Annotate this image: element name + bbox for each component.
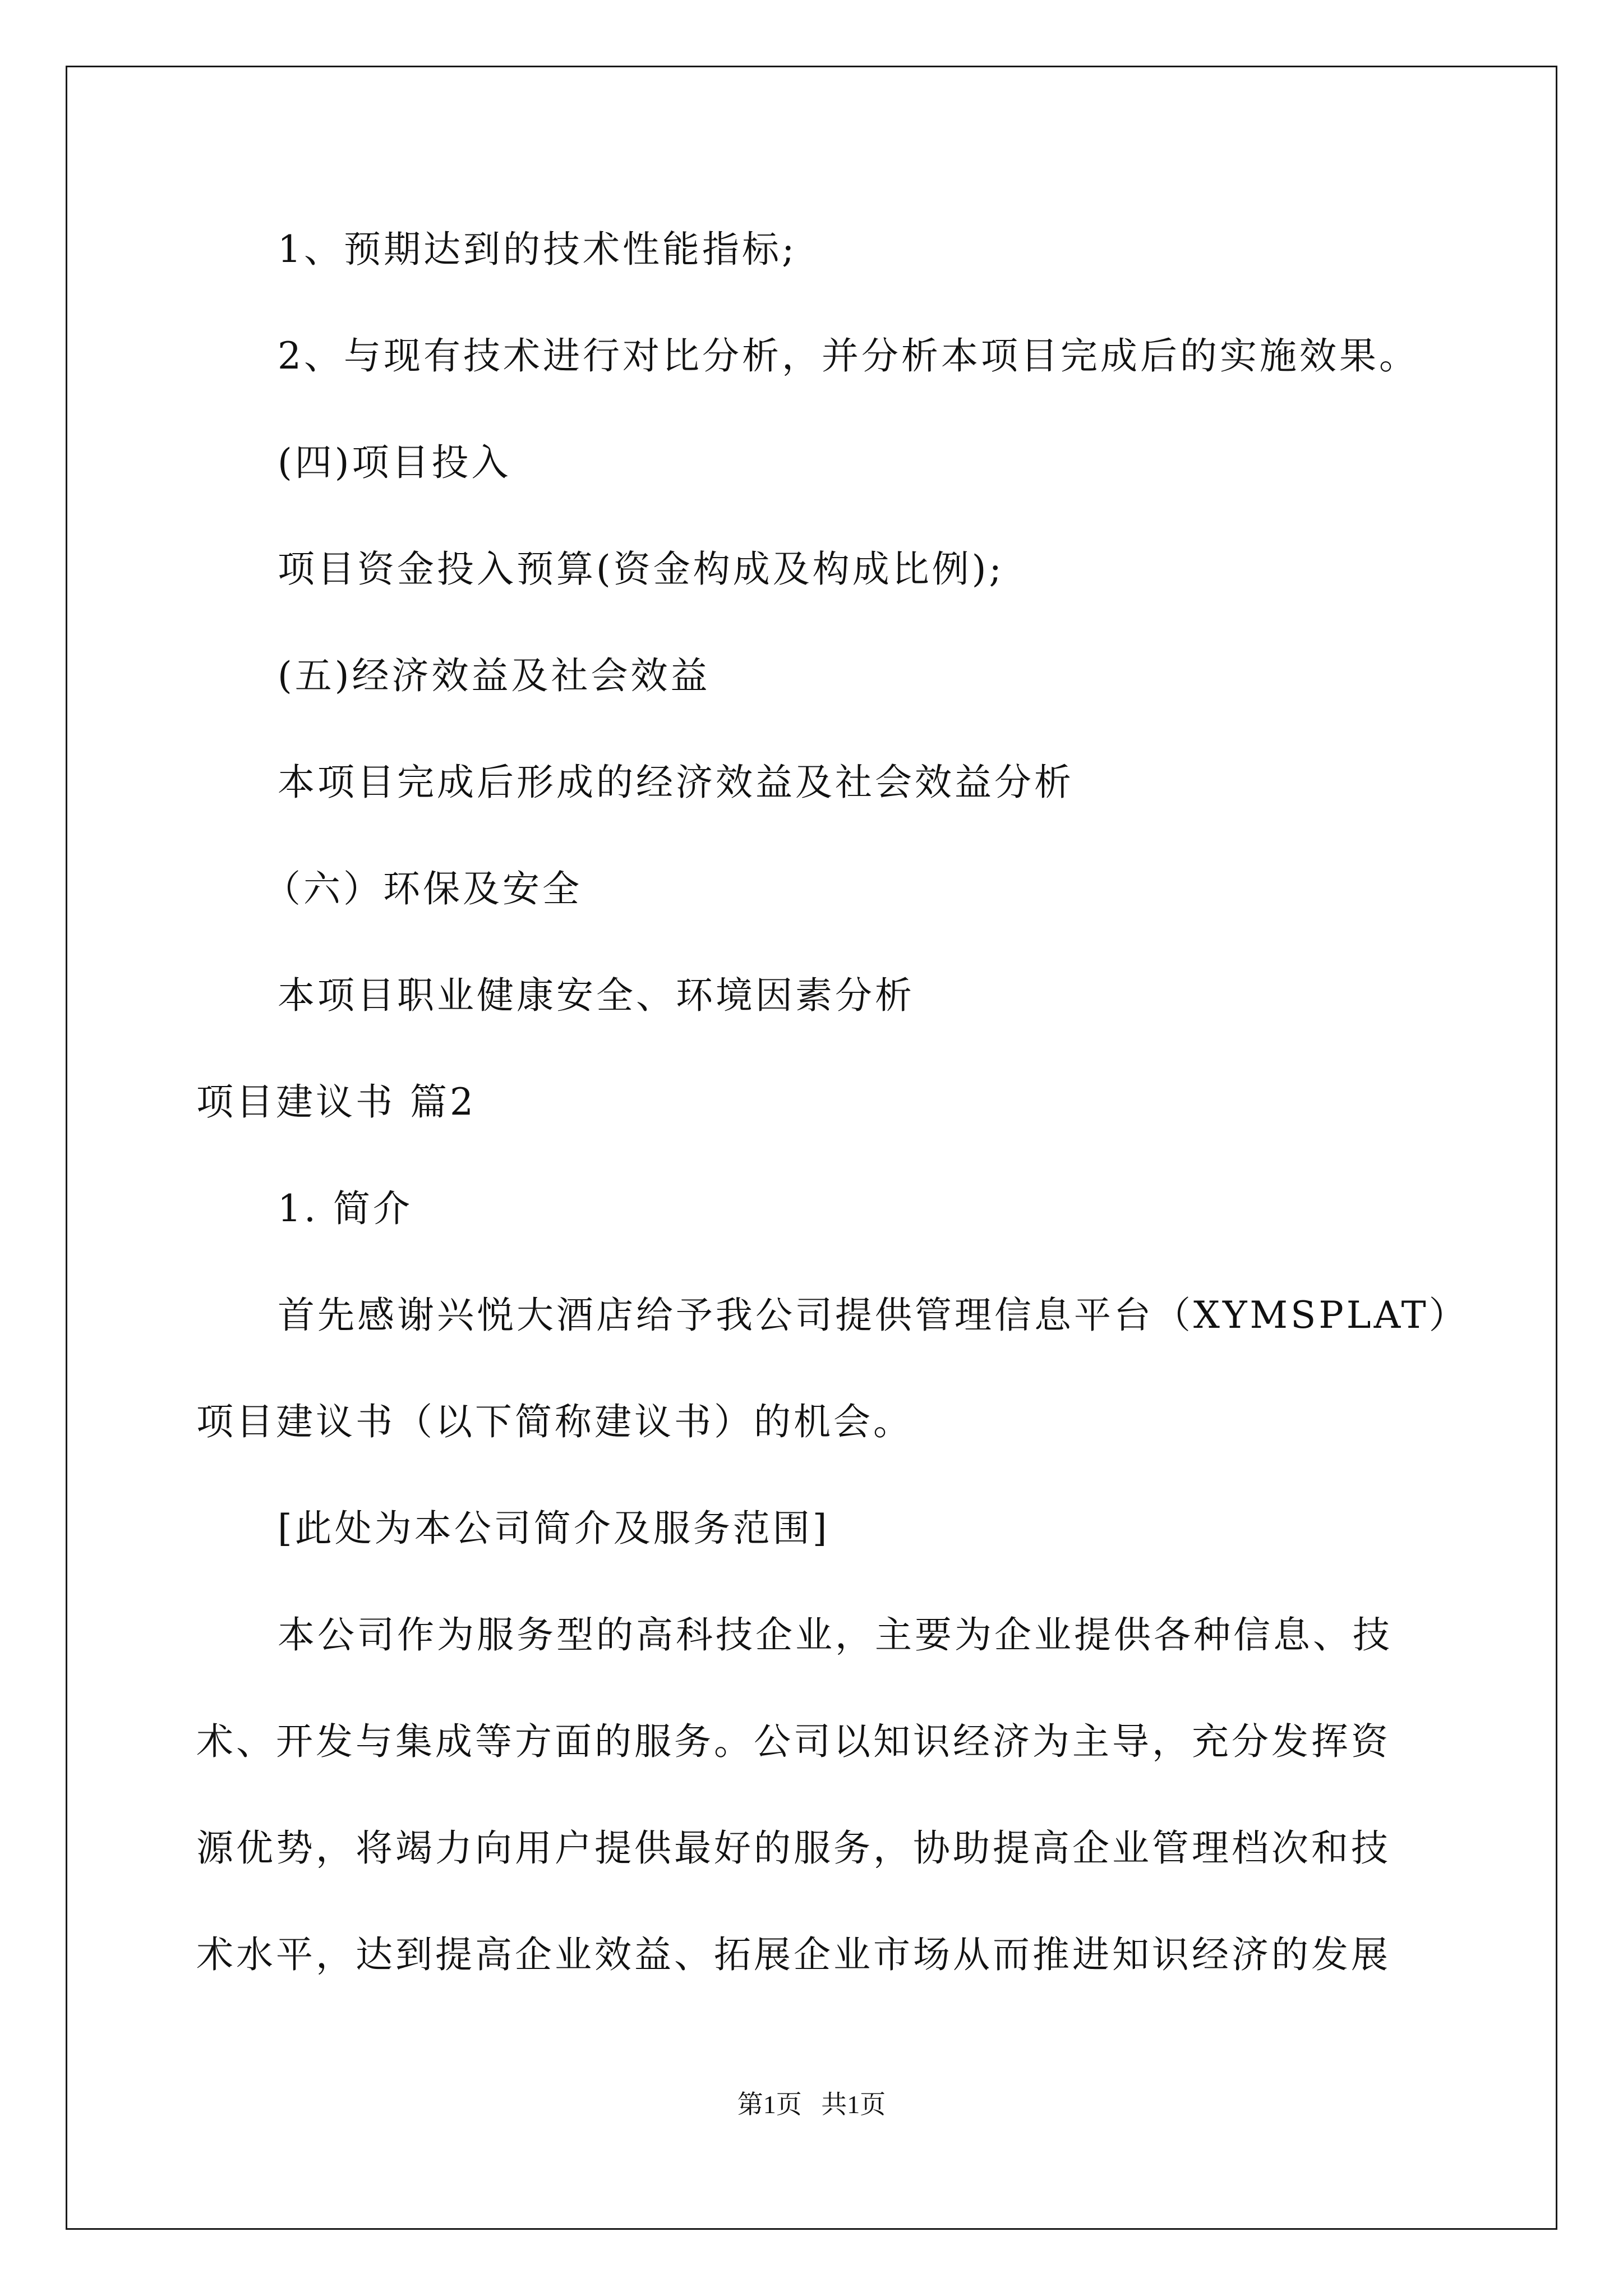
paragraph-line: 项目建议书（以下简称建议书）的机会。 [196, 1400, 913, 1443]
paragraph-line: [此处为本公司简介及服务范围] [278, 1507, 830, 1550]
paragraph-line: 源优势，将竭力向用户提供最好的服务，协助提高企业管理档次和技 [196, 1826, 1391, 1870]
paragraph-line: 术、开发与集成等方面的服务。公司以知识经济为主导，充分发挥资 [196, 1720, 1391, 1763]
paragraph-line: 首先感谢兴悦大酒店给予我公司提供管理信息平台（XYMSPLAT） [278, 1294, 1469, 1337]
section-heading: (五)经济效益及社会效益 [278, 654, 711, 697]
paragraph-line: 本项目职业健康安全、环境因素分析 [278, 974, 915, 1017]
page-footer: 第1页 共1页 [737, 2090, 886, 2119]
section-heading: (四)项目投入 [278, 441, 511, 484]
paragraph-line: 1、预期达到的技术性能指标; [278, 228, 797, 271]
paragraph-line: 本项目完成后形成的经济效益及社会效益分析 [278, 761, 1074, 804]
paragraph-line: 术水平，达到提高企业效益、拓展企业市场从而推进知识经济的发展 [196, 1933, 1391, 1976]
paragraph-line: 2、与现有技术进行对比分析，并分析本项目完成后的实施效果。 [278, 334, 1419, 378]
document-title: 项目建议书 篇2 [196, 1080, 476, 1124]
paragraph-line: 项目资金投入预算(资金构成及构成比例); [278, 547, 1004, 591]
section-heading: （六）环保及安全 [264, 867, 582, 910]
paragraph-line: 本公司作为服务型的高科技企业，主要为企业提供各种信息、技 [278, 1613, 1393, 1657]
page-border [66, 66, 1557, 2230]
section-heading: 1. 简介 [278, 1187, 413, 1230]
